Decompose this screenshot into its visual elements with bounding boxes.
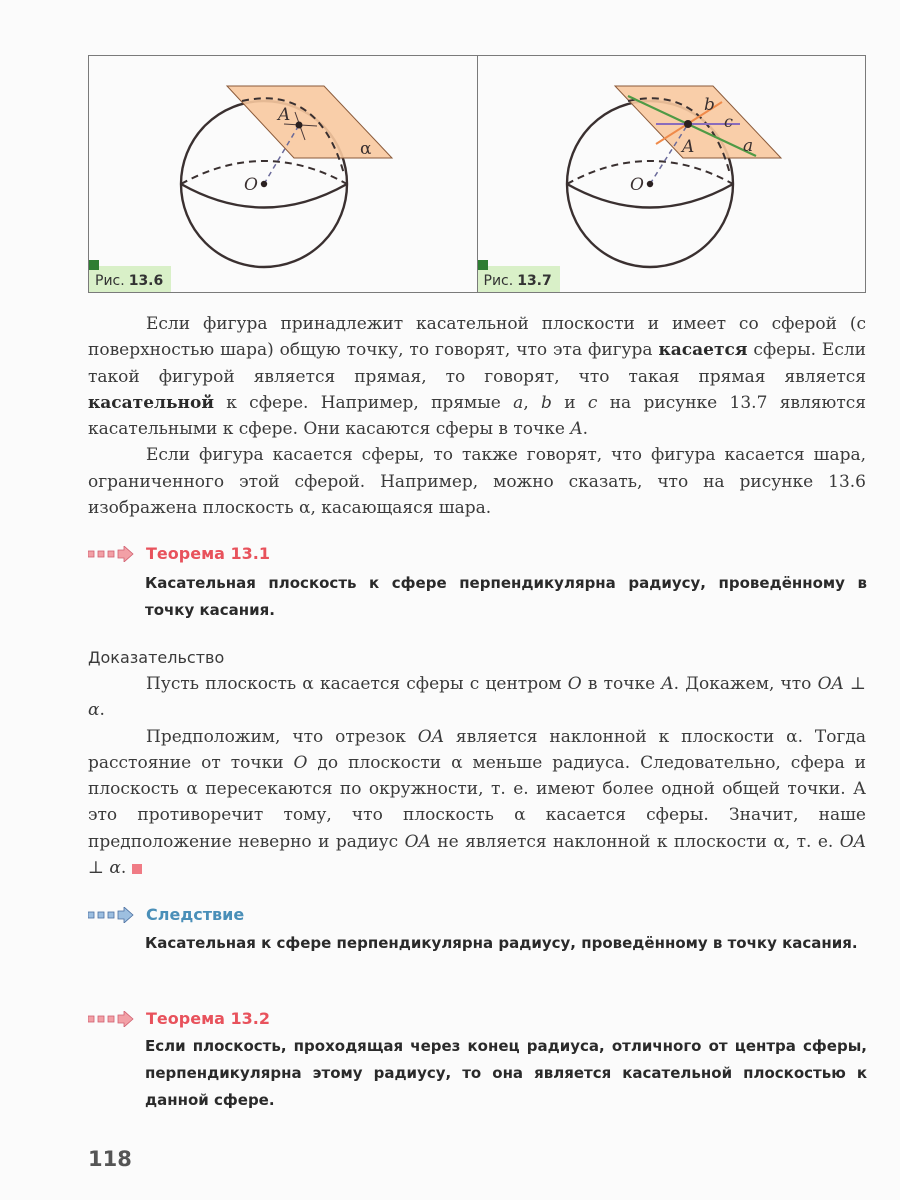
text: до плоскости α меньше радиуса. Следовательно, сфера и плоскость α пересекаются по окружности, т. е. имеют более одной общей точки. А это противоречит тому, что плоскость α касается сферы. Значит, наше предположение неверно и радиус [88, 752, 866, 852]
caption-number: 13.6 [128, 273, 164, 289]
corollary-body: Касательная к сфере перпендикулярна радиусу, проведённому в точку касания. [145, 934, 858, 952]
math-var: b [541, 392, 552, 413]
label-a: A [278, 105, 291, 125]
text: Пусть плоскость α касается сферы с центром [146, 674, 568, 694]
equator-back [181, 161, 347, 184]
text: сферы. Если такой фигурой является прямая, то говорят, что такая прямая является [88, 340, 866, 387]
theorem-13-1-body: Касательная плоскость к сфере перпендикулярна радиусу, проведённому в точку касания. [145, 574, 867, 619]
text: , [523, 392, 542, 413]
page-number: 118 [88, 1147, 132, 1171]
arrow-marker-icon [88, 1011, 134, 1027]
sphere-tangent-plane-diagram [89, 56, 477, 292]
theorem-title: Теорема 13.2 [146, 1009, 270, 1028]
label-line-c: c [723, 112, 733, 131]
math-expr: OA ⊥ α [88, 674, 866, 721]
equator-front [181, 184, 347, 208]
math-var: OA [417, 726, 444, 747]
label-alpha: α [360, 139, 372, 159]
text: Предположим, что отрезок [146, 726, 418, 747]
figure-13-7 [477, 56, 866, 292]
arrow-marker-icon [88, 907, 134, 923]
intro-text [88, 311, 866, 521]
point-o [261, 181, 267, 187]
text: в точке [581, 674, 662, 694]
figure-caption [89, 266, 171, 292]
text: к сфере. Например, прямые [213, 392, 514, 413]
caption-prefix: Рис. [483, 273, 514, 289]
equator-back [567, 161, 733, 184]
arrow-marker-icon [88, 546, 134, 562]
term-touches: касается [658, 340, 748, 361]
proof-paragraph-1 [88, 671, 866, 724]
caption-marker [478, 260, 488, 270]
intro-paragraph-2: Если фигура касается сферы, то также говорят, что фигура касается шара, ограниченного этой сферой. Например, можно сказать, что на рисунке 13.6 изображена плоскость α, касающаяся шара. [88, 445, 866, 519]
theorem-13-1-heading [88, 544, 270, 563]
point-a [684, 120, 692, 128]
figure-13-6 [89, 56, 477, 292]
text: Если фигура принадлежит касательной плоскости и имеет со сферой (с поверхностью шара) общую точку, то говорят, что эта фигура [88, 314, 866, 361]
label-line-a: a [742, 136, 753, 156]
label-o: O [629, 175, 644, 195]
point-a [296, 122, 303, 129]
math-var: A [570, 419, 583, 440]
proof-text [88, 671, 866, 881]
caption-marker [89, 260, 99, 270]
corollary-heading [88, 905, 244, 924]
text: . [120, 858, 127, 879]
figure-caption [478, 266, 560, 292]
proof-label: Доказательство [88, 648, 225, 667]
tangent-plane [615, 86, 781, 158]
label-line-b: b [703, 95, 715, 115]
text: не является наклонной к плоскости α, т. е. [430, 831, 840, 852]
equator-front [567, 184, 733, 208]
proof-paragraph-2 [88, 724, 866, 882]
text: . [582, 419, 589, 440]
text: и [551, 392, 588, 413]
math-var: O [293, 752, 308, 773]
label-o: O [244, 175, 258, 195]
theorem-13-2-body: Если плоскость, проходящая через конец радиуса, отличного от центра сферы, перпендикулярна этому радиусу, то она является касательной плоскостью к данной сфере. [145, 1037, 867, 1109]
text: . Докажем, что [673, 674, 818, 694]
qed-square-icon [132, 864, 142, 874]
caption-prefix: Рис. [95, 273, 125, 289]
theorem-13-2-heading [88, 1009, 270, 1028]
term-tangent: касательной [88, 392, 214, 413]
text: . [99, 700, 105, 721]
sphere-tangent-lines-diagram [478, 56, 866, 292]
text: является наклонной к плоскости α. Тогда расстояние от точки [88, 726, 866, 773]
math-expr: OA ⊥ α [88, 831, 866, 879]
math-var: O [567, 674, 582, 694]
corollary-title: Следствие [146, 905, 245, 924]
figures-panel [88, 55, 866, 293]
math-var: OA [404, 831, 431, 852]
math-var: a [513, 392, 524, 413]
intro-paragraph-1 [88, 311, 866, 442]
point-o [646, 181, 652, 187]
math-var: A [661, 674, 674, 694]
math-var: c [587, 392, 598, 413]
caption-number: 13.7 [517, 273, 552, 289]
label-a-point: A [681, 137, 694, 157]
theorem-title: Теорема 13.1 [146, 544, 270, 563]
text: на рисунке 13.7 являются касательными к сфере. Они касаются сферы в точке [88, 392, 866, 440]
